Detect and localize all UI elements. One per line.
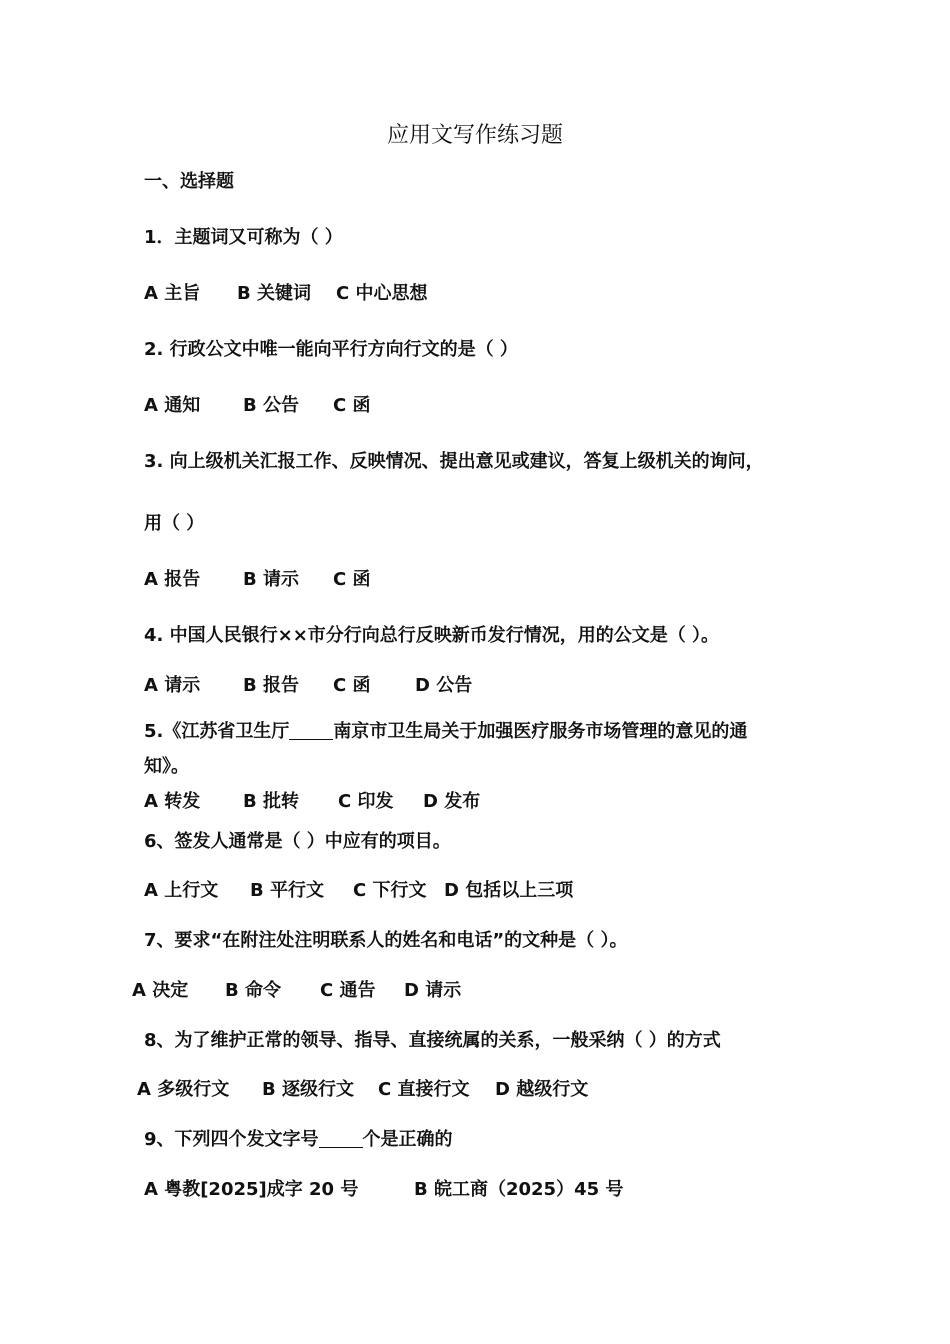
option-b: B 公告 bbox=[243, 395, 299, 416]
option-b: B 批转 bbox=[243, 791, 299, 812]
option-d: D 包括以上三项 bbox=[444, 880, 574, 901]
question-2-options bbox=[144, 394, 370, 418]
answer-blank bbox=[319, 1129, 363, 1148]
option-b: B 逐级行文 bbox=[262, 1079, 354, 1100]
option-d: D 越级行文 bbox=[495, 1079, 589, 1100]
option-a: A 通知 bbox=[144, 395, 201, 416]
question-1-options bbox=[144, 282, 427, 306]
question-5-stem-line2: 知》。 bbox=[144, 756, 189, 777]
option-c: C 函 bbox=[333, 395, 371, 416]
question-6-options bbox=[144, 879, 573, 903]
question-5-stem-line1 bbox=[144, 720, 747, 744]
question-3-stem-line1: 3. 向上级机关汇报工作、反映情况、提出意见或建议，答复上级机关的询问， bbox=[144, 451, 764, 472]
option-d: D 公告 bbox=[415, 675, 473, 696]
option-c: C 通告 bbox=[320, 980, 376, 1001]
question-3-options bbox=[144, 568, 370, 592]
question-9-stem bbox=[144, 1128, 453, 1152]
option-a: A 请示 bbox=[144, 675, 201, 696]
question-6-stem: 6、签发人通常是（ ）中应有的项目。 bbox=[144, 831, 451, 852]
option-b: B 关键词 bbox=[237, 283, 311, 304]
question-3-stem-line2: 用（ ） bbox=[144, 513, 205, 534]
option-c: C 中心思想 bbox=[336, 283, 428, 304]
option-a: A 上行文 bbox=[144, 880, 219, 901]
option-a: A 报告 bbox=[144, 569, 201, 590]
option-c: C 直接行文 bbox=[378, 1079, 470, 1100]
question-4-options bbox=[144, 674, 472, 698]
option-b: B 请示 bbox=[243, 569, 299, 590]
question-7-options bbox=[132, 979, 461, 1003]
option-a: A 决定 bbox=[132, 980, 189, 1001]
question-9-stem-after: 个是正确的 bbox=[362, 1129, 453, 1150]
question-5-stem-after: 南京市卫生局关于加强医疗服务市场管理的意见的通 bbox=[333, 721, 748, 742]
answer-blank bbox=[289, 721, 333, 740]
option-c: C 印发 bbox=[338, 791, 394, 812]
section-heading: 一、选择题 bbox=[144, 171, 234, 192]
question-8-options bbox=[137, 1078, 588, 1102]
option-a: A 多级行文 bbox=[137, 1079, 230, 1100]
question-5-stem-before: 5.《江苏省卫生厅 bbox=[144, 721, 290, 742]
question-9-options bbox=[144, 1178, 623, 1202]
option-b: B 报告 bbox=[243, 675, 299, 696]
option-c: C 函 bbox=[333, 675, 371, 696]
page-title: 应用文写作练习题 bbox=[386, 123, 563, 148]
question-5-options bbox=[144, 790, 480, 814]
option-b: B 命令 bbox=[225, 980, 281, 1001]
option-b: B 皖工商（2025）45 号 bbox=[414, 1179, 624, 1200]
option-a: A 转发 bbox=[144, 791, 201, 812]
option-d: D 发布 bbox=[423, 791, 481, 812]
option-c: C 下行文 bbox=[353, 880, 427, 901]
question-1-stem: 1．主题词又可称为（ ） bbox=[144, 227, 343, 248]
option-a: A 主旨 bbox=[144, 283, 201, 304]
option-d: D 请示 bbox=[404, 980, 462, 1001]
option-a: A 粤教[2025]成字 20 号 bbox=[144, 1179, 359, 1200]
question-8-stem: 8、为了维护正常的领导、指导、直接统属的关系，一般采纳（ ）的方式 bbox=[144, 1030, 721, 1051]
option-b: B 平行文 bbox=[250, 880, 324, 901]
question-4-stem: 4. 中国人民银行××市分行向总行反映新币发行情况，用的公文是（ ）。 bbox=[144, 625, 720, 646]
question-7-stem: 7、要求“在附注处注明联系人的姓名和电话”的文种是（ ）。 bbox=[144, 930, 628, 951]
option-c: C 函 bbox=[333, 569, 371, 590]
question-2-stem: 2. 行政公文中唯一能向平行方向行文的是（ ） bbox=[144, 339, 518, 360]
question-9-stem-before: 9、下列四个发文字号 bbox=[144, 1129, 319, 1150]
